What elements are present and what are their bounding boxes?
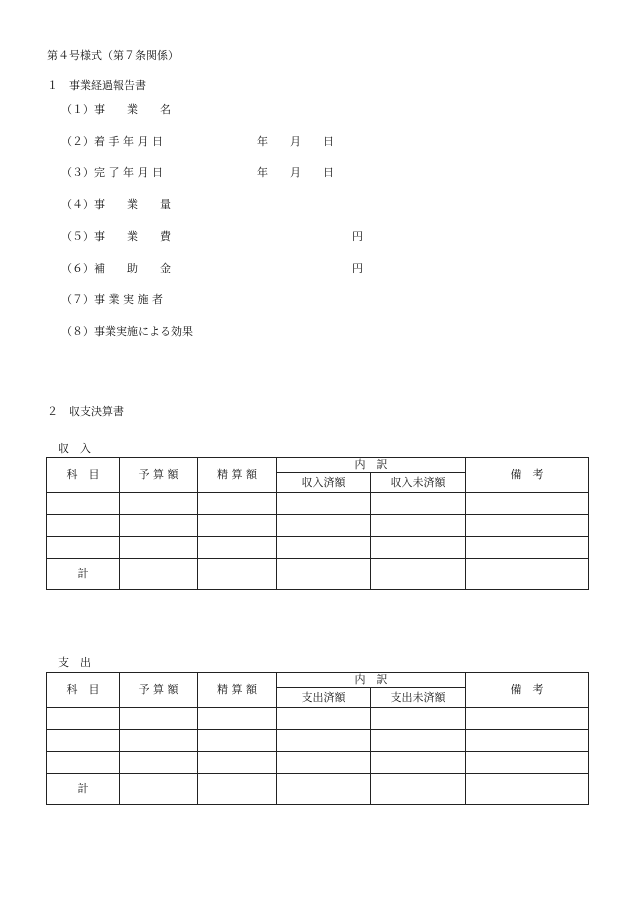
income-header-done: 収入済額 — [277, 473, 371, 493]
income-total-label: 計 — [47, 559, 120, 590]
item-business-name: （１）事 業 名 — [61, 103, 171, 116]
table-cell[interactable] — [47, 515, 120, 537]
expense-total-row — [47, 774, 589, 805]
table-cell[interactable] — [120, 559, 198, 590]
table-cell[interactable] — [371, 537, 466, 559]
table-cell[interactable] — [47, 708, 120, 730]
expense-table — [46, 672, 589, 805]
expense-header-settlement: 精 算 額 — [198, 673, 277, 708]
income-table-row — [47, 537, 589, 559]
section1-heading: １ 事業経過報告書 — [47, 79, 146, 92]
table-cell[interactable] — [277, 559, 371, 590]
table-cell[interactable] — [120, 515, 198, 537]
expense-table-row — [47, 708, 589, 730]
item-implementer: （７）事 業 実 施 者 — [61, 293, 163, 306]
table-cell[interactable] — [277, 515, 371, 537]
table-cell[interactable] — [277, 537, 371, 559]
expense-header-budget: 予 算 額 — [120, 673, 198, 708]
table-cell[interactable] — [47, 537, 120, 559]
expense-table-row — [47, 752, 589, 774]
income-header-breakdown: 内 訳 — [277, 458, 466, 473]
item-effect: （８）事業実施による効果 — [61, 325, 193, 338]
income-header-budget: 予 算 額 — [120, 458, 198, 493]
income-header-settlement: 精 算 額 — [198, 458, 277, 493]
table-cell[interactable] — [371, 708, 466, 730]
table-cell[interactable] — [466, 493, 589, 515]
table-cell[interactable] — [198, 537, 277, 559]
table-cell[interactable] — [371, 515, 466, 537]
table-cell[interactable] — [371, 730, 466, 752]
expense-header-subject: 科 目 — [47, 673, 120, 708]
table-cell[interactable] — [47, 730, 120, 752]
table-cell[interactable] — [198, 708, 277, 730]
business-cost-unit: 円 — [352, 230, 363, 243]
table-cell[interactable] — [466, 537, 589, 559]
table-cell[interactable] — [277, 493, 371, 515]
income-header-remarks: 備 考 — [466, 458, 589, 493]
table-cell[interactable] — [371, 493, 466, 515]
table-cell[interactable] — [466, 708, 589, 730]
table-cell[interactable] — [120, 537, 198, 559]
table-cell[interactable] — [198, 493, 277, 515]
table-cell[interactable] — [198, 752, 277, 774]
table-cell[interactable] — [371, 559, 466, 590]
table-cell[interactable] — [198, 515, 277, 537]
expense-header-remarks: 備 考 — [466, 673, 589, 708]
table-cell[interactable] — [47, 493, 120, 515]
table-cell[interactable] — [47, 752, 120, 774]
expense-header-pending: 支出未済額 — [371, 688, 466, 708]
table-cell[interactable] — [277, 708, 371, 730]
form-title: 第４号様式（第７条関係） — [47, 49, 179, 62]
expense-table-row — [47, 730, 589, 752]
table-cell[interactable] — [198, 774, 277, 805]
table-cell[interactable] — [277, 774, 371, 805]
income-table-row — [47, 515, 589, 537]
table-cell[interactable] — [371, 752, 466, 774]
table-cell[interactable] — [198, 730, 277, 752]
table-cell[interactable] — [120, 708, 198, 730]
item-business-cost: （５）事 業 費 — [61, 230, 171, 243]
table-cell[interactable] — [466, 752, 589, 774]
income-caption: 収 入 — [58, 442, 91, 455]
table-cell[interactable] — [120, 774, 198, 805]
expense-total-label: 計 — [47, 774, 120, 805]
table-cell[interactable] — [120, 493, 198, 515]
table-cell[interactable] — [120, 752, 198, 774]
item-start-date: （２）着 手 年 月 日 — [61, 135, 163, 148]
table-cell[interactable] — [277, 730, 371, 752]
expense-caption: 支 出 — [58, 656, 91, 669]
table-cell[interactable] — [466, 559, 589, 590]
start-date-value: 年 月 日 — [257, 135, 334, 148]
table-cell[interactable] — [198, 559, 277, 590]
table-cell[interactable] — [466, 774, 589, 805]
income-header-pending: 収入未済額 — [371, 473, 466, 493]
section2-heading: ２ 収支決算書 — [47, 405, 124, 418]
expense-header-breakdown: 内 訳 — [277, 673, 466, 688]
expense-header-done: 支出済額 — [277, 688, 371, 708]
income-total-row — [47, 559, 589, 590]
income-table — [46, 457, 589, 590]
completion-date-value: 年 月 日 — [257, 166, 334, 179]
income-table-row — [47, 493, 589, 515]
subsidy-unit: 円 — [352, 262, 363, 275]
income-header-subject: 科 目 — [47, 458, 120, 493]
table-cell[interactable] — [466, 515, 589, 537]
item-business-volume: （４）事 業 量 — [61, 198, 171, 211]
item-subsidy: （６）補 助 金 — [61, 262, 171, 275]
table-cell[interactable] — [277, 752, 371, 774]
table-cell[interactable] — [371, 774, 466, 805]
table-cell[interactable] — [466, 730, 589, 752]
item-completion-date: （３）完 了 年 月 日 — [61, 166, 163, 179]
table-cell[interactable] — [120, 730, 198, 752]
